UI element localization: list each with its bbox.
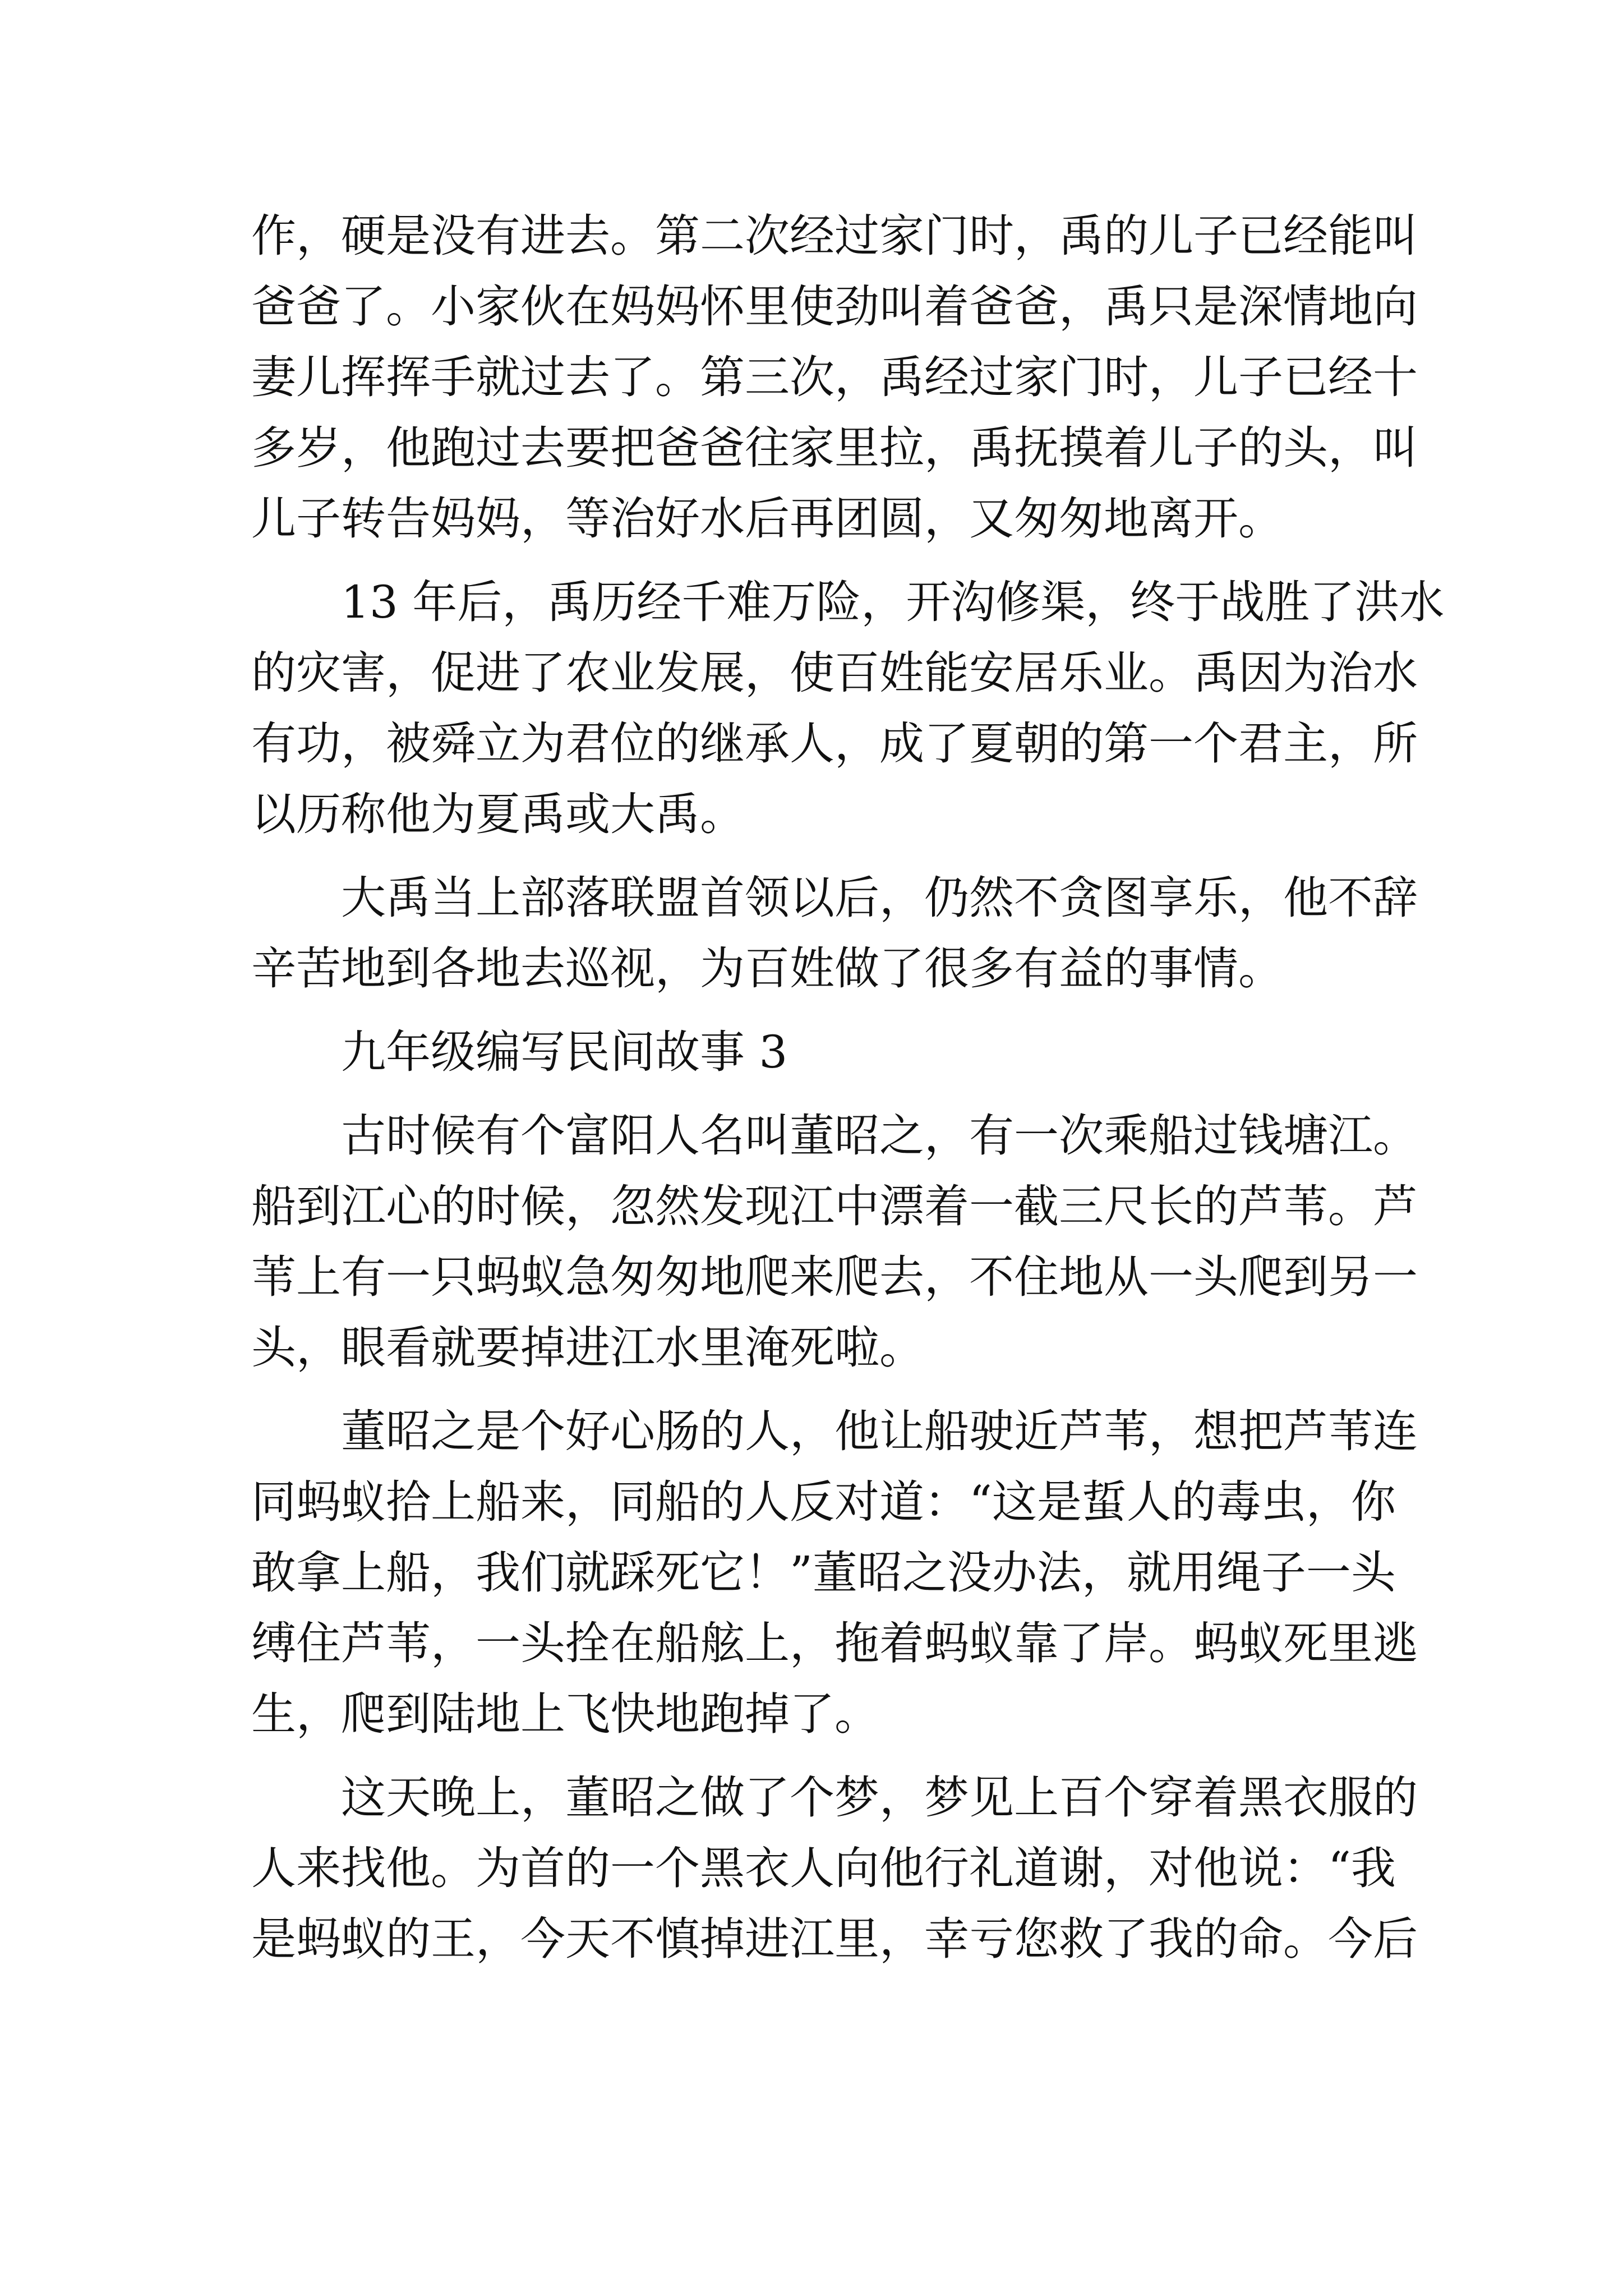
text-line: 大禹当上部落联盟首领以后，仍然不贪图享乐，他不辞 <box>251 872 1418 924</box>
text-line: 妻儿挥挥手就过去了。第三次，禹经过家门时，儿子已经十 <box>251 351 1418 403</box>
paragraph <box>251 201 1418 554</box>
text-line: 辛苦地到各地去巡视，为百姓做了很多有益的事情。 <box>251 942 1283 995</box>
text-line: 同蚂蚁拾上船来，同船的人反对道：“这是蜇人的毒虫，你 <box>251 1476 1396 1528</box>
text-line: 苇上有一只蚂蚁急匆匆地爬来爬去，不住地从一头爬到另一 <box>251 1251 1418 1303</box>
paragraph-spacing <box>251 1088 1387 1101</box>
paragraph-spacing <box>251 850 1387 863</box>
text-line: 以历称他为夏禹或大禹。 <box>251 788 745 840</box>
text-line: 古时候有个富阳人名叫董昭之，有一次乘船过钱塘江。 <box>251 1110 1418 1162</box>
text-line: 船到江心的时候，忽然发现江中漂着一截三尺长的芦苇。芦 <box>251 1180 1418 1232</box>
text-line: 董昭之是个好心肠的人，他让船驶近芦苇，想把芦苇连 <box>251 1405 1418 1457</box>
text-line: 是蚂蚁的王，今天不慎掉进江里，幸亏您救了我的命。今后 <box>251 1913 1418 1965</box>
text-line: 爸爸了。小家伙在妈妈怀里使劲叫着爸爸，禹只是深情地向 <box>251 280 1418 333</box>
text-line: 13 年后，禹历经千难万险，开沟修渠，终于战胜了洪水 <box>251 576 1445 628</box>
text-line: 生，爬到陆地上飞快地跑掉了。 <box>251 1688 879 1740</box>
text-line: 的灾害，促进了农业发展，使百姓能安居乐业。禹因为治水 <box>251 647 1418 699</box>
document-body <box>251 201 1445 1975</box>
text-line: 缚住芦苇，一头拴在船舷上，拖着蚂蚁靠了岸。蚂蚁死里逃 <box>251 1617 1418 1669</box>
text-line: 九年级编写民间故事 3 <box>251 1026 788 1078</box>
paragraph-spacing <box>251 1383 1387 1396</box>
text-line: 敢拿上船，我们就踩死它！”董昭之没办法，就用绳子一头 <box>251 1547 1396 1599</box>
text-line: 这天晚上，董昭之做了个梦，梦见上百个穿着黑衣服的 <box>251 1772 1418 1824</box>
paragraph-spacing <box>251 1750 1387 1763</box>
text-line: 儿子转告妈妈，等治好水后再团圆，又匆匆地离开。 <box>251 493 1283 545</box>
text-line: 作，硬是没有进去。第二次经过家门时，禹的儿子已经能叫 <box>251 210 1418 262</box>
paragraph <box>251 1763 1418 1975</box>
text-line: 多岁，他跑过去要把爸爸往家里拉，禹抚摸着儿子的头，叫 <box>251 422 1418 474</box>
paragraph-spacing <box>251 1004 1387 1017</box>
paragraph-spacing <box>251 554 1387 567</box>
paragraph <box>251 1396 1418 1750</box>
text-line: 人来找他。为首的一个黑衣人向他行礼道谢，对他说：“我 <box>251 1842 1396 1894</box>
paragraph <box>251 1017 1387 1088</box>
paragraph <box>251 863 1418 1004</box>
text-line: 有功，被舜立为君位的继承人，成了夏朝的第一个君主，所 <box>251 717 1418 770</box>
paragraph <box>251 567 1445 850</box>
paragraph <box>251 1101 1418 1383</box>
text-line: 头，眼看就要掉进江水里淹死啦。 <box>251 1322 924 1374</box>
